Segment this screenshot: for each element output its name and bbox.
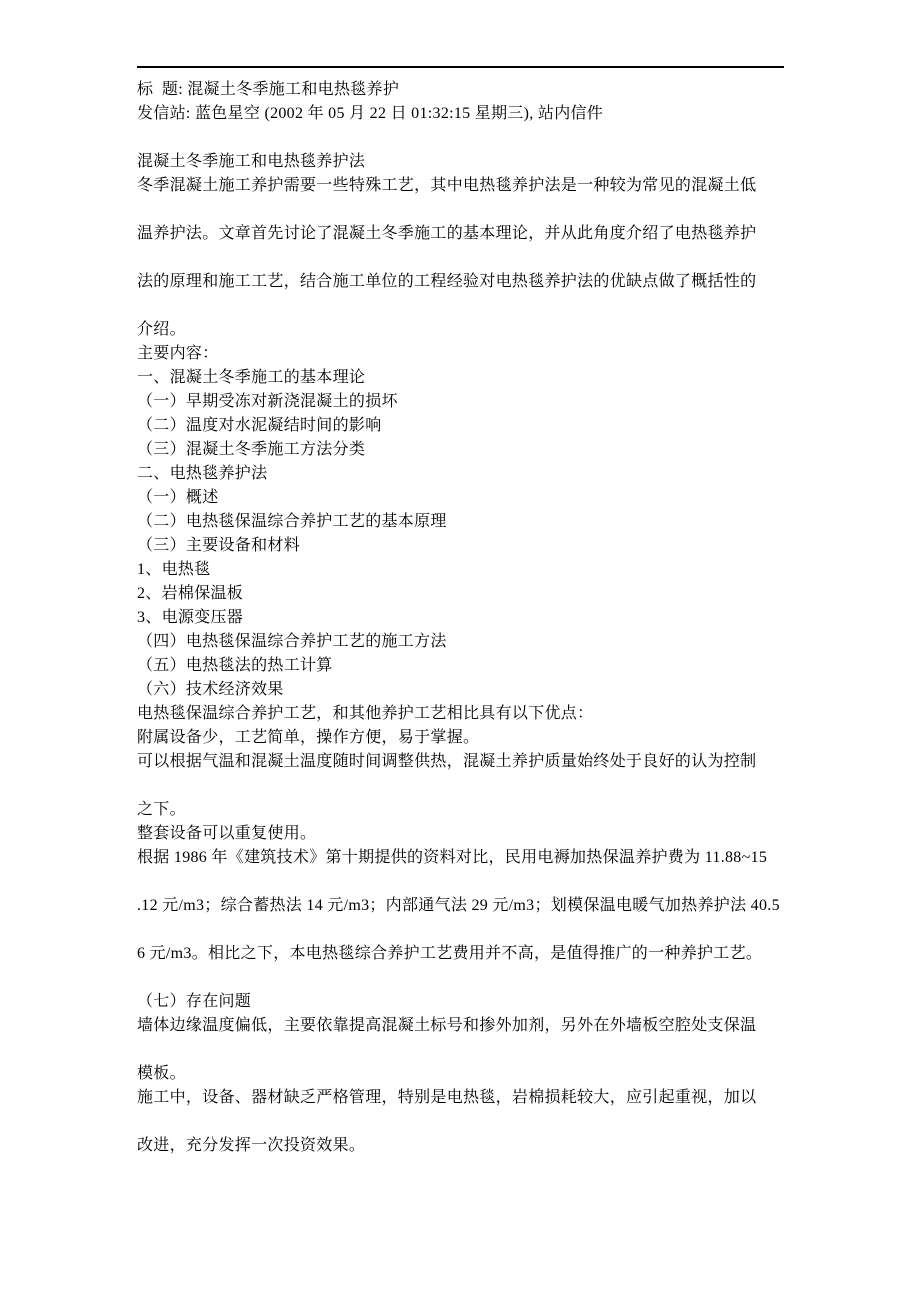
text-line: 冬季混凝土施工养护需要一些特殊工艺，其中电热毯养护法是一种较为常见的混凝土低	[137, 177, 757, 194]
text-line: 混凝土冬季施工和电热毯养护法	[137, 153, 366, 170]
text-line: 可以根据气温和混凝土温度随时间调整供热，混凝土养护质量始终处于良好的认为控制	[137, 753, 757, 770]
text-line: （七）存在问题	[137, 993, 252, 1010]
text-line: （一）概述	[137, 489, 219, 506]
blank-line	[137, 966, 784, 990]
text-line: 6 元/m3。相比之下，本电热毯综合养护工艺费用并不高，是值得推广的一种养护工艺。	[137, 945, 763, 962]
text-line: 温养护法。文章首先讨论了混凝土冬季施工的基本理论，并从此角度介绍了电热毯养护	[137, 225, 757, 242]
text-line: 二、电热毯养护法	[137, 465, 268, 482]
blank-line	[137, 1110, 784, 1134]
top-divider	[137, 66, 784, 68]
blank-line	[137, 774, 784, 798]
text-line: 之下。	[137, 801, 186, 818]
text-line: （一）早期受冻对新浇混凝土的损坏	[137, 393, 398, 410]
text-line: （四）电热毯保温综合养护工艺的施工方法	[137, 633, 447, 650]
text-line: 发信站: 蓝色星空 (2002 年 05 月 22 日 01:32:15 星期三), 站内信件	[137, 105, 604, 122]
text-line: 一、混凝土冬季施工的基本理论	[137, 369, 366, 386]
blank-line	[137, 918, 784, 942]
text-line: 2、岩棉保温板	[137, 585, 244, 602]
text-line: 介绍。	[137, 321, 186, 338]
text-line: （六）技术经济效果	[137, 681, 284, 698]
text-line: 施工中，设备、器材缺乏严格管理，特别是电热毯，岩棉损耗较大，应引起重视，加以	[137, 1089, 757, 1106]
blank-line	[137, 246, 784, 270]
text-line: 1、电热毯	[137, 561, 211, 578]
blank-line	[137, 126, 784, 150]
text-line: （三）主要设备和材料	[137, 537, 301, 554]
blank-line	[137, 870, 784, 894]
text-line: 电热毯保温综合养护工艺，和其他养护工艺相比具有以下优点：	[137, 705, 594, 722]
text-line: （二）温度对水泥凝结时间的影响	[137, 417, 382, 434]
document-body	[137, 78, 784, 1158]
text-line: 整套设备可以重复使用。	[137, 825, 317, 842]
text-line: 墙体边缘温度偏低，主要依靠提高混凝土标号和掺外加剂，另外在外墙板空腔处支保温	[137, 1017, 757, 1034]
text-line: 附属设备少，工艺简单，操作方便，易于掌握。	[137, 729, 480, 746]
text-line: （三）混凝土冬季施工方法分类	[137, 441, 366, 458]
blank-line	[137, 1038, 784, 1062]
text-line: 法的原理和施工工艺，结合施工单位的工程经验对电热毯养护法的优缺点做了概括性的	[137, 273, 757, 290]
text-line: 模板。	[137, 1065, 186, 1082]
blank-line	[137, 294, 784, 318]
text-line: 改进，充分发挥一次投资效果。	[137, 1137, 366, 1154]
text-line: （二）电热毯保温综合养护工艺的基本原理	[137, 513, 447, 530]
text-line: （五）电热毯法的热工计算	[137, 657, 333, 674]
text-line: 主要内容：	[137, 345, 219, 362]
text-line: 3、电源变压器	[137, 609, 244, 626]
text-line: 根据 1986 年《建筑技术》第十期提供的资料对比，民用电褥加热保温养护费为 11.88~15	[137, 849, 768, 866]
text-line: .12 元/m3；综合蓄热法 14 元/m3；内部通气法 29 元/m3；划模保温电暖气加热养护法 40.5	[137, 897, 780, 914]
text-line: 标 题: 混凝土冬季施工和电热毯养护	[137, 81, 400, 98]
blank-line	[137, 198, 784, 222]
